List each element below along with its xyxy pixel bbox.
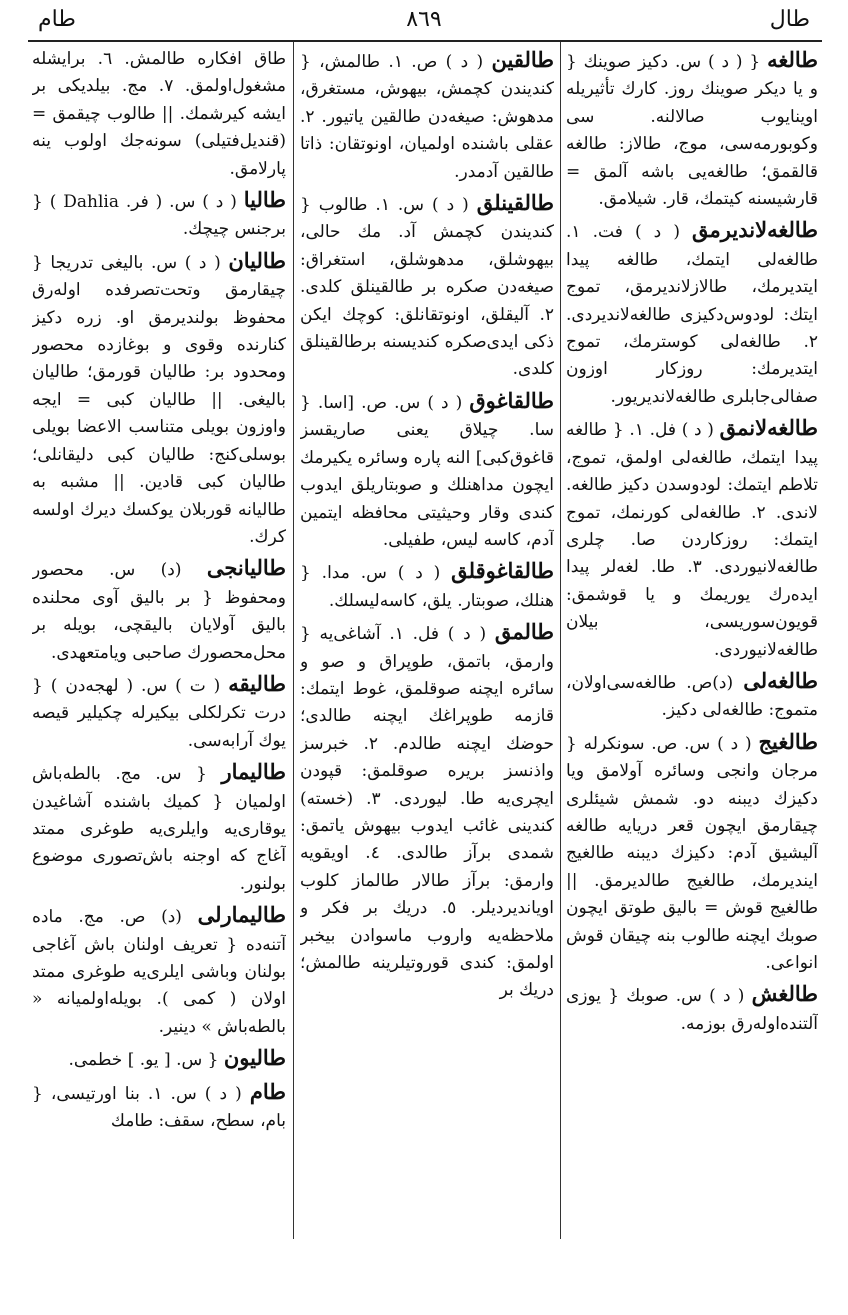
entry-headword: طالقین [491,47,554,72]
entry-headword: طالغه‌لاندیرمق [692,217,818,243]
entry-headword: طالغه‌لانمق [719,415,818,441]
entry-headword: طالمق [494,619,554,645]
entry-definition: { س. مج. بالطه‌باش اولمیان { کمیك باشنده آشاغیدن یوقاری‌یه وایلری‌یه طوغری ممتد آغاج که اوجنه باش‌تصوری موضوع بولنور. [32,764,286,894]
entry-definition: ( د ) فل. ۱. آشاغی‌یه { وارمق، باتمق، طوپراق و صو و سائره ایچنه صوقلمق، غوط ایتمك: قازمه طوپراغك ایچنه طالدی؛ حوضك ایچنه طالدم. ۲. خبرسز واذنسز بریره صوقلمق: قپودن ایچری‌یه طا. لیوردی. ۳. (خسته) کندینی غائب ایدوب بیهوش یاتمق: شمدی برآز طالدی. ٤. اویقویه وارمق: برآز طالار طالماز کلوب اویاندیردیلر. ٥. دریك بر فکر و ملاحظه‌یه واروب ماسوادن بیخبر اولمق: کندی قوروتیلرینه طالمش؛ دریك بر [300,624,554,1001]
entry-headword: طام [249,1078,286,1104]
dictionary-entry [300,387,554,554]
entry-headword: طالیانجی [206,555,286,581]
column-middle [300,46,554,1237]
entry-definition: ( د ) س. مدا. { هنلك، صوبتار. یلق، کاسه‌لیسلك. [300,563,554,611]
column-right [566,46,818,1237]
entry-definition: { س. [ یو. ] خطمی. [68,1050,219,1071]
entry-headword: طالغه‌لی [743,667,818,693]
entry-headword: طالیون [223,1045,286,1071]
dictionary-entry [566,980,818,1038]
column-divider-right [560,42,561,1239]
entry-definition: ( د ) ص. ۱. طالمش، { کندیندن کچمش، بیهوش، مستغرق، مدهوش: صیغه‌دن طالقین یاتیور. ۲. عقلی باشنده اولمیان، اونوتقان: ذاتا طالقین آدمدر. [300,52,554,182]
dictionary-entry [300,189,554,384]
entry-definition: ( د ) فل. ۱. { طالغه پیدا ایتمك، طالغه‌لی اولمق، تموج، تلاطم ایتمك: لودوسدن دکیز طالغه. لاندی. ۲. طالغه‌لی کورنمك، تموج ایتمك: روزکاردن صا. چلری طالغه‌لانیوردی. ۳. طا. لغه‌لر پیدا ایده‌رك یوریمك و یا قوشمق: قویون‌سوریسی، بیلان طالغه‌لانیوردی. [566,420,818,660]
header-right-guideword: طال [769,7,810,32]
dictionary-entry [32,46,286,183]
dictionary-entry [566,216,818,411]
entry-definition: { ( د ) س. دکیز صوینك { و یا دیکر صوینك روز. کارك تأثیریله اوینایوب صالالنه. سی وکوبورمه‌سی، موج، طالاز: طالغه قالقمق؛ طالغه‌یی باشه آلمق = قارشیسنه کیتمك، قار. شیلامق. [566,52,818,210]
entry-definition: ( ت ) س. ( لهجه‌دن ) { درت تکرلکلی بیکیرله چکیلیر قیصه یوك آرابه‌سی. [32,675,286,751]
entry-headword: طالقاغوقلق [451,558,554,584]
page-number: ٨٦٩ [406,7,442,32]
entry-definition: ( د ) س. ( فر. Dahlia ) { برجنس چیچك. [32,192,286,240]
entry-headword: طالغه [767,47,818,72]
entry-headword: طالقینلق [476,190,554,216]
entry-headword: طالیا [243,187,286,213]
dictionary-entry [566,46,818,213]
entry-headword: طالیان [228,247,286,273]
entry-definition: ( د ) س. صوبك { یوزی آلتنده‌اوله‌رق بوزمه. [566,986,818,1034]
entry-headword: طالیقه [228,670,286,696]
dictionary-entry [32,1078,286,1136]
dictionary-entry [32,1044,286,1074]
header-rule [28,40,822,42]
dictionary-entry [300,618,554,1005]
dictionary-entry [32,670,286,755]
page-header [28,4,820,36]
entry-definition: (د) ص. مج. ماده آتنه‌ده { تعریف اولنان باش آغاجی بولنان وباشی ایلری‌یه طوغری ممتد اولان ( کمی ). بویله‌اولمیانه « بالطه‌باش » دینیر. [32,907,286,1037]
entry-definition: ( د ) س. ص. [اسا. { سا. چیلاق یعنی صاریقسز قاغوق‌کبی] النه پاره وسائره یکیرمك ایچون مداهنلك و صوبتاریلق ایدوب کندی وقار وحیثیتی محافظه ایتمین آدم، کاسه لیس، طفیلی. [300,392,554,550]
column-divider-left [293,42,294,1239]
entry-definition: طاق افکاره طالمش. ٦. برایشله مشغول‌اولمق. ۷. مج. بیلدیکی بر ایشه کیرشمك. || طالوب چیقمق = (قندیل‌فتیلی) سونه‌جك اولوب ینه پارلامق. [32,49,286,179]
entry-headword: طالغیج [758,728,818,754]
dictionary-entry [32,247,286,551]
column-left [32,46,286,1237]
dictionary-entry [300,46,554,186]
dictionary-entry [32,901,286,1041]
header-left-guideword: طام [38,7,76,32]
dictionary-entry [32,186,286,244]
entry-headword: طالغش [751,981,818,1007]
entry-headword: طالیمارلی [197,902,286,928]
entry-definition: (د)ص. طالغه‌سی‌اولان، متموج: طالغه‌لی دکیز. [566,672,818,721]
entry-definition: ( د ) س. بالیغی تدریجا { چیقارمق وتحت‌تصرفده اوله‌رق محفوظ بولندیرمق او. زره دکیز کنارنده وقوی و بوغازده محصور ومحدود بر: طالیان قورمق؛ طالیان بالیغی. || طالیان کبی = ایجه واوزون بویلی متناسب الاعضا بویلی بوسلی‌کنج: طالیان کبی دلیقانلی؛ طالیان کبی قادین. || مشبه به طالیانه قوربلان یوکسك دیرك اولسه کرك. [32,252,286,547]
entry-definition: ( د ) س. ۱. طالوب { کندیندن کچمش آد. مك حالی، بیهوشلق، مدهوشلق، استغراق: صیغه‌دن صکره بر طالقینلق کلدی. ۲. آلیقلق، اونوتقانلق: کوچك ایکن ذکی ایدی‌صکره کندیسنه برطالقینلق کلدی. [300,195,554,380]
entry-definition: ( د ) فت. ۱. طالغه‌لی ایتمك، طالغه پیدا ایتدیرمك، طالازلاندیرمق، تموج ایتك: لودوس‌دکیزی طالغه‌لاندیردی. ۲. طالغه‌لی کوسترمك، تموج ایتدیرمك: روزکار اوزون صفالی‌جابلری طالغه‌لاندیریور. [566,222,818,407]
entry-definition: ( د ) س. ص. سونکرله { مرجان وانجی وسائره آولامق ویا دکیزك دیبنه دو. شمش شیئلری چیقارمق ایچون قعر دریایه طالغه آلیشیق آدم: دکیزك دیبنه طالغیج ایندیرمك، طالغیج طالدیرمق. || طالغیج قوش = بالیق طوتق ایچون صوبك ایچنه طالوب بنه چیقان قوش انواعی. [566,733,818,973]
entry-headword: طالیمار [221,759,286,785]
dictionary-entry [566,728,818,978]
dictionary-entry [32,758,286,898]
dictionary-entry [32,554,286,667]
dictionary-entry [566,667,818,725]
entry-definition: (د) س. محصور ومحفوظ { بر بالیق آوی محلنده بالیق آولایان بالیقچی، بویله بر محل‌محصورك صاحبی ویامتعهدی. [32,560,286,663]
entry-definition: ( د ) س. ۱. بنا اورتیسی، { بام، سطح، سقف: طامك [32,1083,286,1132]
dictionary-entry [566,414,818,664]
entry-headword: طالقاغوق [469,387,554,413]
dictionary-entry [300,557,554,615]
